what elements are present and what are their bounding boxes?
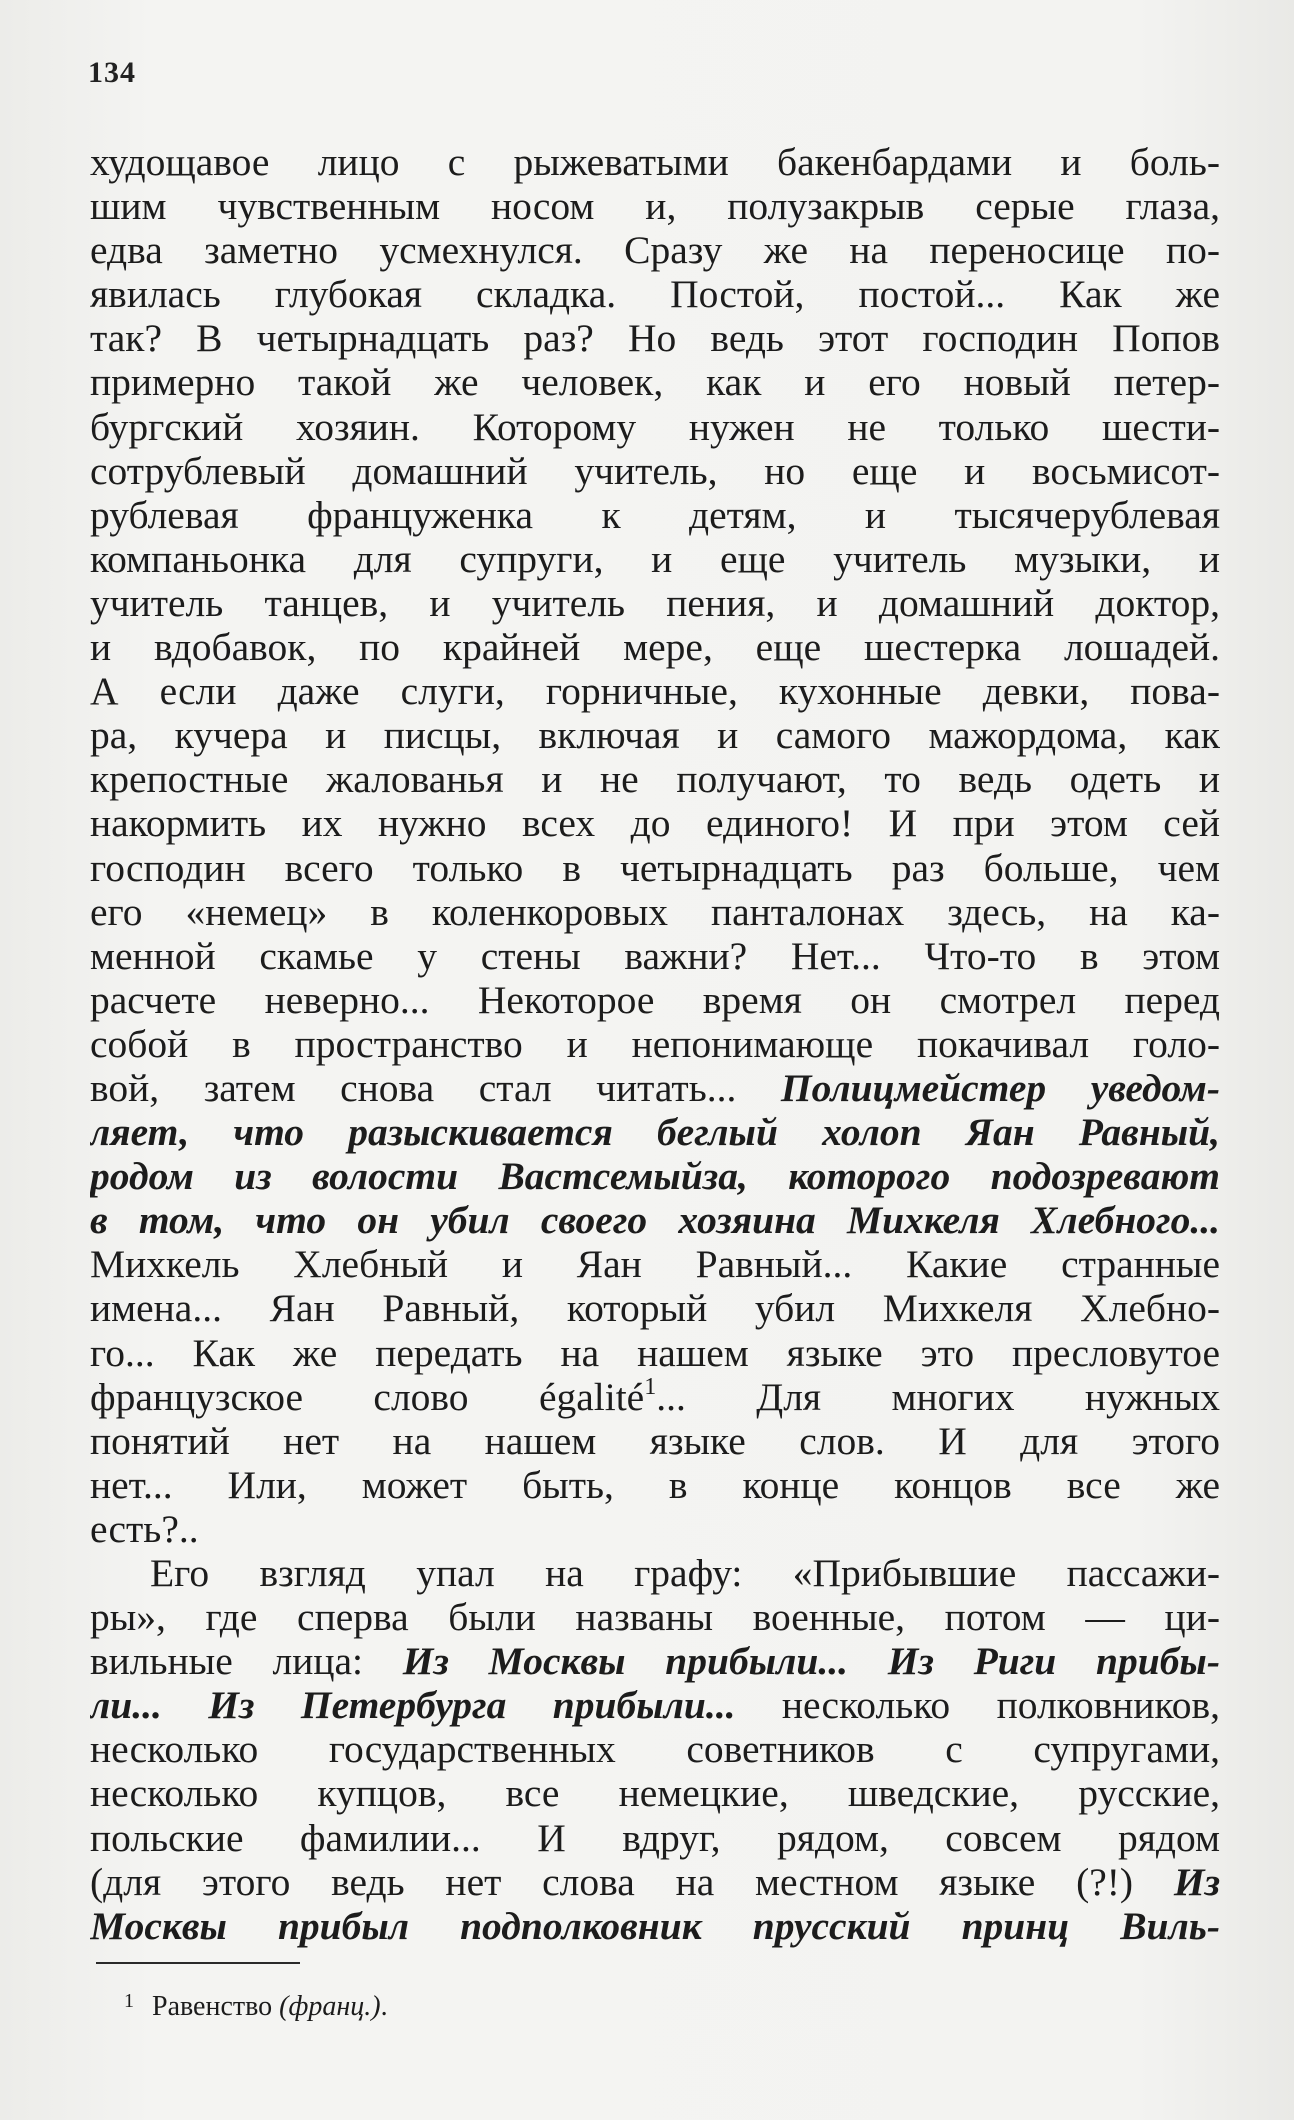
text-line <box>90 713 1220 757</box>
text-span: нет... Или, может быть, в конце концов все же <box>90 1462 1220 1507</box>
main-text <box>90 140 1220 1948</box>
italic-text: Из Москвы прибыли... Из Риги прибы- <box>402 1639 1220 1684</box>
text-line <box>90 1286 1220 1330</box>
text-line <box>90 1154 1220 1198</box>
text-span: шим чувственным носом и, полузакрыв серые глаза, <box>90 184 1220 229</box>
footnote-marker: 1 <box>124 1990 134 2012</box>
text-span: крепостные жалованья и не получают, то ведь одеть и <box>90 757 1220 802</box>
text-span: несколько полковников, <box>735 1683 1220 1728</box>
text-span: сотрублевый домашний учитель, но еще и восьмисот- <box>90 448 1220 493</box>
text-line <box>90 1507 1220 1551</box>
text-line <box>90 934 1220 978</box>
italic-text: ли... Из Петербурга прибыли... <box>90 1683 736 1728</box>
italic-text: в том, что он убил своего хозяина Михкеля Хлебного... <box>90 1198 1220 1243</box>
footnote <box>124 1990 388 2024</box>
text-line <box>90 272 1220 316</box>
text-span: менной скамье у стены важни? Нет... Что-то в этом <box>90 933 1220 978</box>
text-span: явилась глубокая складка. Постой, постой... Как же <box>90 272 1220 317</box>
text-span: го... Как же передать на нашем языке это пресловутое <box>90 1330 1220 1375</box>
footnote-language-note: (франц.) <box>279 1991 381 2022</box>
text-line <box>90 1198 1220 1242</box>
text-span: бургский хозяин. Которому нужен не только шести- <box>90 404 1220 449</box>
text-line <box>90 1683 1220 1727</box>
text-line <box>90 1860 1220 1904</box>
footnote-text: Равенство <box>152 1991 280 2022</box>
text-line <box>90 1066 1220 1110</box>
text-span: накормить их нужно всех до единого! И при этом сей <box>90 801 1220 846</box>
text-span: его «немец» в коленкоровых панталонах здесь, на ка- <box>90 889 1220 934</box>
text-line <box>90 1022 1220 1066</box>
text-span: господин всего только в четырнадцать раз больше, чем <box>90 845 1220 890</box>
text-span: французское слово égalité <box>90 1374 645 1419</box>
italic-text: родом из волости Вастсемыйза, которого подозревают <box>90 1154 1220 1199</box>
text-line <box>90 581 1220 625</box>
text-span: расчете неверно... Некоторое время он смотрел перед <box>90 977 1220 1022</box>
text-span: (для этого ведь нет слова на местном языке (?!) <box>90 1859 1174 1904</box>
text-line <box>90 1771 1220 1815</box>
text-span: учитель танцев, и учитель пения, и домашний доктор, <box>90 580 1220 625</box>
text-line <box>90 1110 1220 1154</box>
text-span: Его взгляд упал на графу: «Прибывшие пассажи- <box>150 1551 1220 1595</box>
text-line <box>90 1816 1220 1860</box>
text-line <box>90 757 1220 801</box>
text-line <box>90 140 1220 184</box>
text-span: несколько купцов, все немецкие, шведские, русские, <box>90 1771 1220 1816</box>
text-span: А если даже слуги, горничные, кухонные девки, пова- <box>90 669 1220 714</box>
text-line <box>90 1639 1220 1683</box>
text-line <box>90 316 1220 360</box>
text-line <box>90 1551 1220 1595</box>
text-line <box>90 625 1220 669</box>
text-span: вильные лица: <box>90 1639 403 1684</box>
text-span: есть?.. <box>90 1506 199 1551</box>
italic-text: Полицмейстер уведом- <box>780 1065 1220 1110</box>
text-line <box>90 1331 1220 1375</box>
text-line <box>90 1419 1220 1463</box>
italic-text: Москвы прибыл подполковник прусский принц Виль- <box>90 1903 1220 1948</box>
page-number: 134 <box>88 56 136 89</box>
text-span: так? В четырнадцать раз? Но ведь этот господин Попов <box>90 316 1220 361</box>
text-line <box>90 1463 1220 1507</box>
text-line <box>90 405 1220 449</box>
italic-text: Из <box>1173 1859 1220 1904</box>
text-line <box>90 669 1220 713</box>
text-span: худощавое лицо с рыжеватыми бакенбардами и боль- <box>90 140 1220 184</box>
text-line <box>90 978 1220 1022</box>
text-line <box>90 1242 1220 1286</box>
text-line <box>90 1904 1220 1948</box>
text-span: вой, затем снова стал читать... <box>90 1065 781 1110</box>
text-span: собой в пространство и непонимающе покачивал голо- <box>90 1021 1220 1066</box>
text-span: ра, кучера и писцы, включая и самого мажордома, как <box>90 713 1220 758</box>
italic-text: ляет, что разыскивается беглый холоп Яан Равный, <box>90 1110 1220 1155</box>
text-span: имена... Яан Равный, который убил Михкеля Хлебно- <box>90 1286 1220 1331</box>
text-line <box>90 1595 1220 1639</box>
text-line <box>90 493 1220 537</box>
text-span: компаньонка для супруги, и еще учитель музыки, и <box>90 536 1220 581</box>
text-line <box>90 537 1220 581</box>
text-span: примерно такой же человек, как и его новый петер- <box>90 360 1220 405</box>
text-line <box>90 449 1220 493</box>
text-line <box>90 801 1220 845</box>
footnote-divider <box>96 1962 300 1964</box>
text-span: рублевая француженка к детям, и тысячерублевая <box>90 492 1220 537</box>
text-line <box>90 1375 1220 1419</box>
text-span: несколько государственных советников с супругами, <box>90 1727 1220 1772</box>
text-line <box>90 1727 1220 1771</box>
text-span: польские фамилии... И вдруг, рядом, совсем рядом <box>90 1815 1220 1860</box>
text-line <box>90 890 1220 934</box>
footnote-reference: 1 <box>644 1374 657 1400</box>
text-line <box>90 184 1220 228</box>
text-line <box>90 360 1220 404</box>
text-span: ... Для многих нужных <box>656 1374 1220 1419</box>
text-span: понятий нет на нашем языке слов. И для этого <box>90 1418 1220 1463</box>
text-span: едва заметно усмехнулся. Сразу же на переносице по- <box>90 228 1220 273</box>
footnote-end: . <box>380 1991 388 2022</box>
text-line <box>90 228 1220 272</box>
text-span: ры», где сперва были названы военные, потом — ци- <box>90 1595 1220 1640</box>
text-span: Михкель Хлебный и Яан Равный... Какие странные <box>90 1242 1220 1287</box>
text-line <box>90 846 1220 890</box>
text-span: и вдобавок, по крайней мере, еще шестерка лошадей. <box>90 625 1220 670</box>
